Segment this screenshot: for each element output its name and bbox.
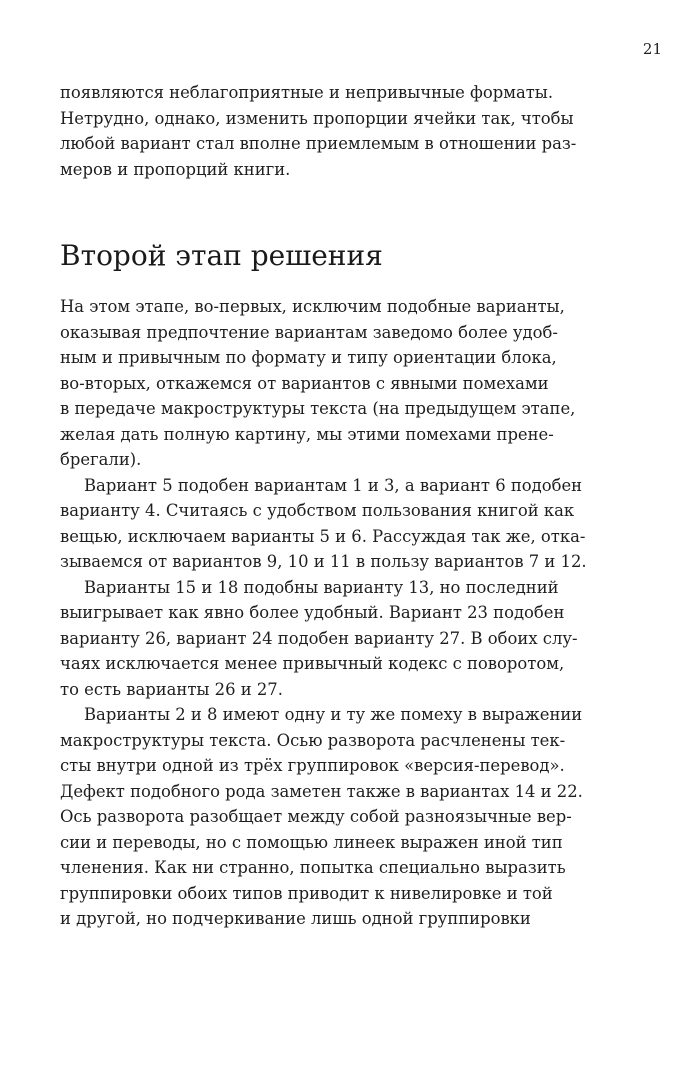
text-line: в передаче макроструктуры текста (на предыдущем этапе, bbox=[60, 399, 576, 418]
text-line: во-вторых, откажемся от вариантов с явными помехами bbox=[60, 373, 549, 393]
page-content bbox=[60, 80, 587, 932]
intro-paragraph bbox=[60, 80, 577, 182]
text-line: зываемся от вариантов 9, 10 и 11 в пользу вариантов 7 и 12. bbox=[60, 552, 587, 571]
text-line: варианту 4. Считаясь с удобством пользования книгой как bbox=[60, 501, 575, 520]
paragraph-2 bbox=[60, 473, 587, 575]
text-line: меров и пропорций книги. bbox=[60, 159, 291, 179]
paragraph-1 bbox=[60, 294, 576, 473]
text-line: оказывая предпочтение вариантам заведомо более удоб- bbox=[60, 322, 558, 342]
text-line: брегали). bbox=[60, 450, 142, 469]
text-line: и другой, но подчеркивание лишь одной группировки bbox=[60, 909, 531, 928]
text-line: появляются неблагоприятные и непривычные форматы. bbox=[60, 83, 554, 102]
text-line: группировки обоих типов приводит к нивелировке и той bbox=[60, 883, 553, 903]
text-line: сты внутри одной из трёх группировок «версия-перевод». bbox=[60, 756, 565, 775]
text-line: Вариант 5 подобен вариантам 1 и 3, а вариант 6 подобен bbox=[84, 475, 583, 495]
text-line: макроструктуры текста. Осью разворота расчленены тек- bbox=[60, 730, 566, 750]
text-line: то есть варианты 26 и 27. bbox=[60, 679, 283, 699]
text-line: Варианты 2 и 8 имеют одну и ту же помеху в выражении bbox=[84, 705, 583, 724]
paragraph-3 bbox=[60, 575, 578, 703]
section-heading: Второй этап решения bbox=[60, 239, 383, 272]
text-line: желая дать полную картину, мы этими помехами прене- bbox=[60, 424, 554, 444]
paragraph-4 bbox=[60, 702, 583, 932]
text-line: варианту 26, вариант 24 подобен варианту 27. В обоих слу- bbox=[60, 628, 578, 648]
text-line: чаях исключается менее привычный кодекс с поворотом, bbox=[60, 654, 565, 673]
text-line: Дефект подобного рода заметен также в вариантах 14 и 22. bbox=[60, 781, 583, 801]
text-line: вещью, исключаем варианты 5 и 6. Рассуждая так же, отка- bbox=[60, 526, 586, 546]
text-line: сии и переводы, но с помощью линеек выражен иной тип bbox=[60, 832, 563, 852]
text-line: членения. Как ни странно, попытка специально выразить bbox=[60, 858, 566, 877]
text-line: Ось разворота разобщает между собой разноязычные вер- bbox=[60, 807, 572, 826]
text-line: Варианты 15 и 18 подобны варианту 13, но последний bbox=[84, 577, 559, 597]
text-line: На этом этапе, во-первых, исключим подобные варианты, bbox=[60, 297, 565, 316]
text-line: Нетрудно, однако, изменить пропорции ячейки так, чтобы bbox=[60, 108, 574, 128]
text-line: выигрывает как явно более удобный. Вариант 23 подобен bbox=[60, 603, 565, 622]
page-number: 21 bbox=[642, 40, 662, 58]
text-line: ным и привычным по формату и типу ориентации блока, bbox=[60, 348, 557, 367]
text-line: любой вариант стал вполне приемлемым в отношении раз- bbox=[60, 134, 577, 153]
